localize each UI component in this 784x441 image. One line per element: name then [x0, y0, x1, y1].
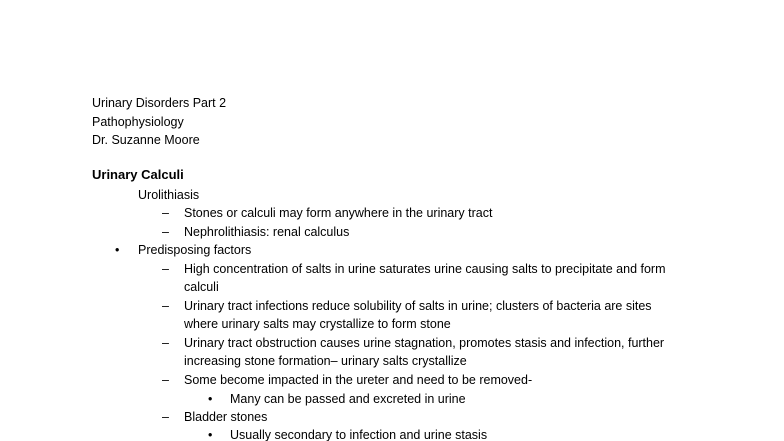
bullet-marker: • — [208, 428, 213, 441]
outline-subitem-continuation: calculi — [184, 280, 219, 294]
outline-subitem: Nephrolithiasis: renal calculus — [184, 225, 350, 239]
outline-subitem: Stones or calculi may form anywhere in the urinary tract — [184, 206, 493, 220]
outline-item-predisposing: Predisposing factors — [138, 243, 252, 257]
outline-subsubitem: Many can be passed and excreted in urine — [230, 392, 466, 406]
outline-subitem: Some become impacted in the ureter and need to be removed- — [184, 373, 533, 387]
outline-item-urolithiasis: Urolithiasis — [138, 188, 200, 202]
dash-marker: – — [162, 225, 169, 239]
outline-subitem: Bladder stones — [184, 410, 268, 424]
outline-subitem: High concentration of salts in urine saturates urine causing salts to precipitate and form — [184, 262, 666, 276]
course-name: Pathophysiology — [92, 114, 184, 129]
outline-subitem-continuation: where urinary salts may crystallize to form stone — [184, 317, 451, 331]
section-heading: Urinary Calculi — [92, 167, 184, 182]
instructor-name: Dr. Suzanne Moore — [92, 133, 200, 147]
document-title: Urinary Disorders Part 2 — [92, 96, 227, 110]
dash-marker: – — [162, 410, 169, 424]
bullet-marker: • — [208, 392, 213, 406]
outline-subitem: Urinary tract obstruction causes urine stagnation, promotes stasis and infection, further — [184, 336, 665, 350]
bullet-marker: • — [115, 243, 120, 257]
outline-subitem: Urinary tract infections reduce solubility of salts in urine; clusters of bacteria are sites — [184, 299, 652, 313]
dash-marker: – — [162, 336, 169, 350]
outline-subsubitem: Usually secondary to infection and urine stasis — [230, 428, 488, 441]
document-header — [92, 94, 226, 150]
dash-marker: – — [162, 373, 169, 387]
dash-marker: – — [162, 206, 169, 220]
dash-marker: – — [162, 299, 169, 313]
dash-marker: – — [162, 262, 169, 276]
outline-subitem-continuation: increasing stone formation– urinary salts crystallize — [184, 354, 467, 368]
